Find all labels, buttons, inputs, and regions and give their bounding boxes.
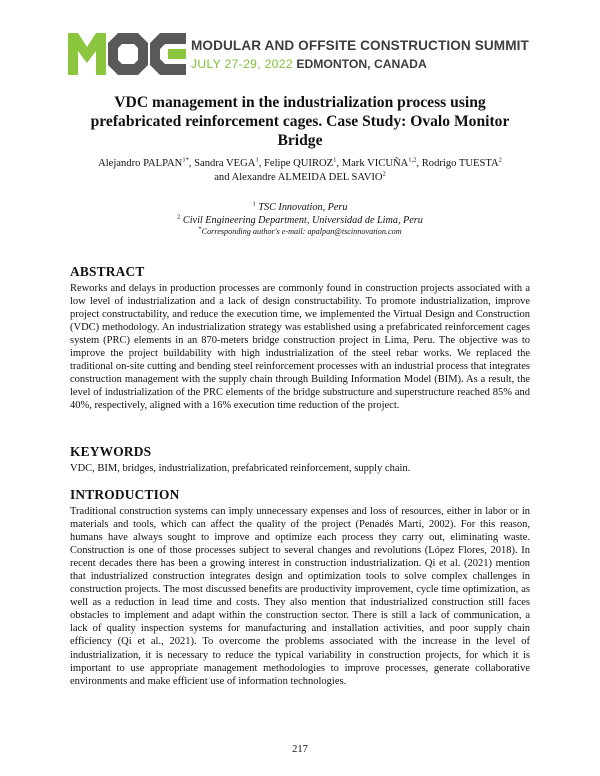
- author-affil-sup: 1*: [182, 156, 189, 164]
- affiliations: [100, 201, 500, 237]
- author-list: Alejandro $PALPAN^{1*}$, Sandra VEGA$^1$, Felipe QUIROZ$^1$, Mark VICUÑA$^{1,2}$, Rodrigo TUESTA$^2$ and Alexandre ALMEIDA DEL SAVIO$^2$: [98, 156, 502, 183]
- corresponding-email: Corresponding author's e-mail: apalpan@tscinnovation.com: [201, 227, 402, 236]
- author-name: and Alexandre ALMEIDA DEL SAVIO: [214, 171, 383, 183]
- summit-dates: JULY 27-29, 2022: [191, 57, 293, 71]
- keywords-heading: KEYWORDS: [70, 444, 152, 459]
- author-name: Mark VICUÑA: [341, 158, 409, 169]
- keywords-text: VDC, BIM, bridges, industrialization, prefabricated reinforcement, supply chain.: [70, 463, 411, 474]
- abstract-heading: ABSTRACT: [70, 264, 145, 279]
- moc-summit-logo: [68, 33, 186, 75]
- author-name: Rodrigo TUESTA: [421, 158, 499, 169]
- affiliation-text: Civil Engineering Department, Universidad de Lima, Peru: [182, 215, 423, 226]
- introduction-section: [70, 487, 530, 688]
- logo-m-shape: [68, 33, 106, 75]
- author-name: Sandra VEGA: [194, 158, 256, 169]
- page-number: 217: [292, 744, 308, 755]
- corr-sup: *: [198, 225, 202, 233]
- author-affil-sup: 2: [382, 169, 386, 177]
- affil-sup: 2: [177, 213, 181, 221]
- author-name: Alejandro PALPAN: [98, 158, 183, 169]
- summit-location: EDMONTON, CANADA: [296, 57, 427, 71]
- corresponding-author: [100, 227, 500, 237]
- summit-title: MODULAR AND OFFSITE CONSTRUCTION SUMMIT: [191, 38, 529, 53]
- affiliation-1: [100, 201, 500, 214]
- affiliation-2: [100, 214, 500, 227]
- summit-header: [191, 38, 531, 72]
- abstract-text: Reworks and delays in production processes are commonly found in construction projects associated with a low level of industrialization and a lack of design constructability. To promote industrialization, improve project constructability, and reduce the execution time, we implemented the Virtual Design and Construction (VDC) methodology. An industrialization strategy was established using a prefabricated reinforcement cages system (PRC) elements in an 870-meters bridge construction project in Lima, Peru. The objective was to improve the project buildability with high industrialization of the steel rebar works. We replaced the traditional on-site cutting and bending steel reinforcement processes with an industrial process that integrates construction management with the supply chain through Building Information Model (BIM). As a result, the level of industrialization of the PRC elements of the bridge substructure and superstructure reached 85% and 40%, respectively, aligned with a 16% execution time reduction of the project.: [70, 283, 530, 412]
- paper-title: VDC management in the industrialization process using prefabricated reinforcement cages. Case Study: Ovalo Monitor Bridge: [90, 94, 510, 149]
- affil-sup: 1: [252, 200, 256, 208]
- author-name: Felipe QUIROZ: [263, 158, 334, 169]
- keywords-section: [70, 444, 530, 475]
- introduction-heading: INTRODUCTION: [70, 487, 180, 502]
- author-affil-sup: 2: [498, 156, 502, 164]
- author-affil-sup: 1,2: [408, 156, 417, 164]
- abstract-section: [70, 264, 530, 412]
- author-affil-sup: 1: [333, 156, 337, 164]
- introduction-text: Traditional construction systems can imply unnecessary expenses and loss of resources, either in labor or in materials and tools, which can affect the quality of the project (Penadés Martí, 2002). For this reason, humans have always sought to improve and optimize each process they carry out, eliminating waste. Construction is one of those processes subject to several changes and revolutions (López Flores, 2018). In recent decades there has been a growing interest in construction industrialization. Qi et al. (2021) mention that industrialized construction integrates design and optimization tools to solve complex challenges in construction projects. The most discussed benefits are productivity improvement, cycle time optimization, as well as a reduction in lead time and costs. They also mention that industrialized construction still faces obstacles to implement and adapt within the construction sector. There is still a lack of communication, a lack of quality inspection systems for manufacturing and installation activities, and poor supply chain efficiency (Qi et al., 2021). To overcome the problems associated with the increase in the level of industrialization, it is necessary to reduce the typical variability in construction projects, for which it is important to use appropriate management methodologies to improve processes, generate collaborative environments and make efficient use of information technologies.: [70, 506, 530, 687]
- author-affil-sup: 1: [255, 156, 259, 164]
- summit-date-line: [191, 56, 531, 72]
- affiliation-text: TSC Innovation, Peru: [258, 202, 348, 213]
